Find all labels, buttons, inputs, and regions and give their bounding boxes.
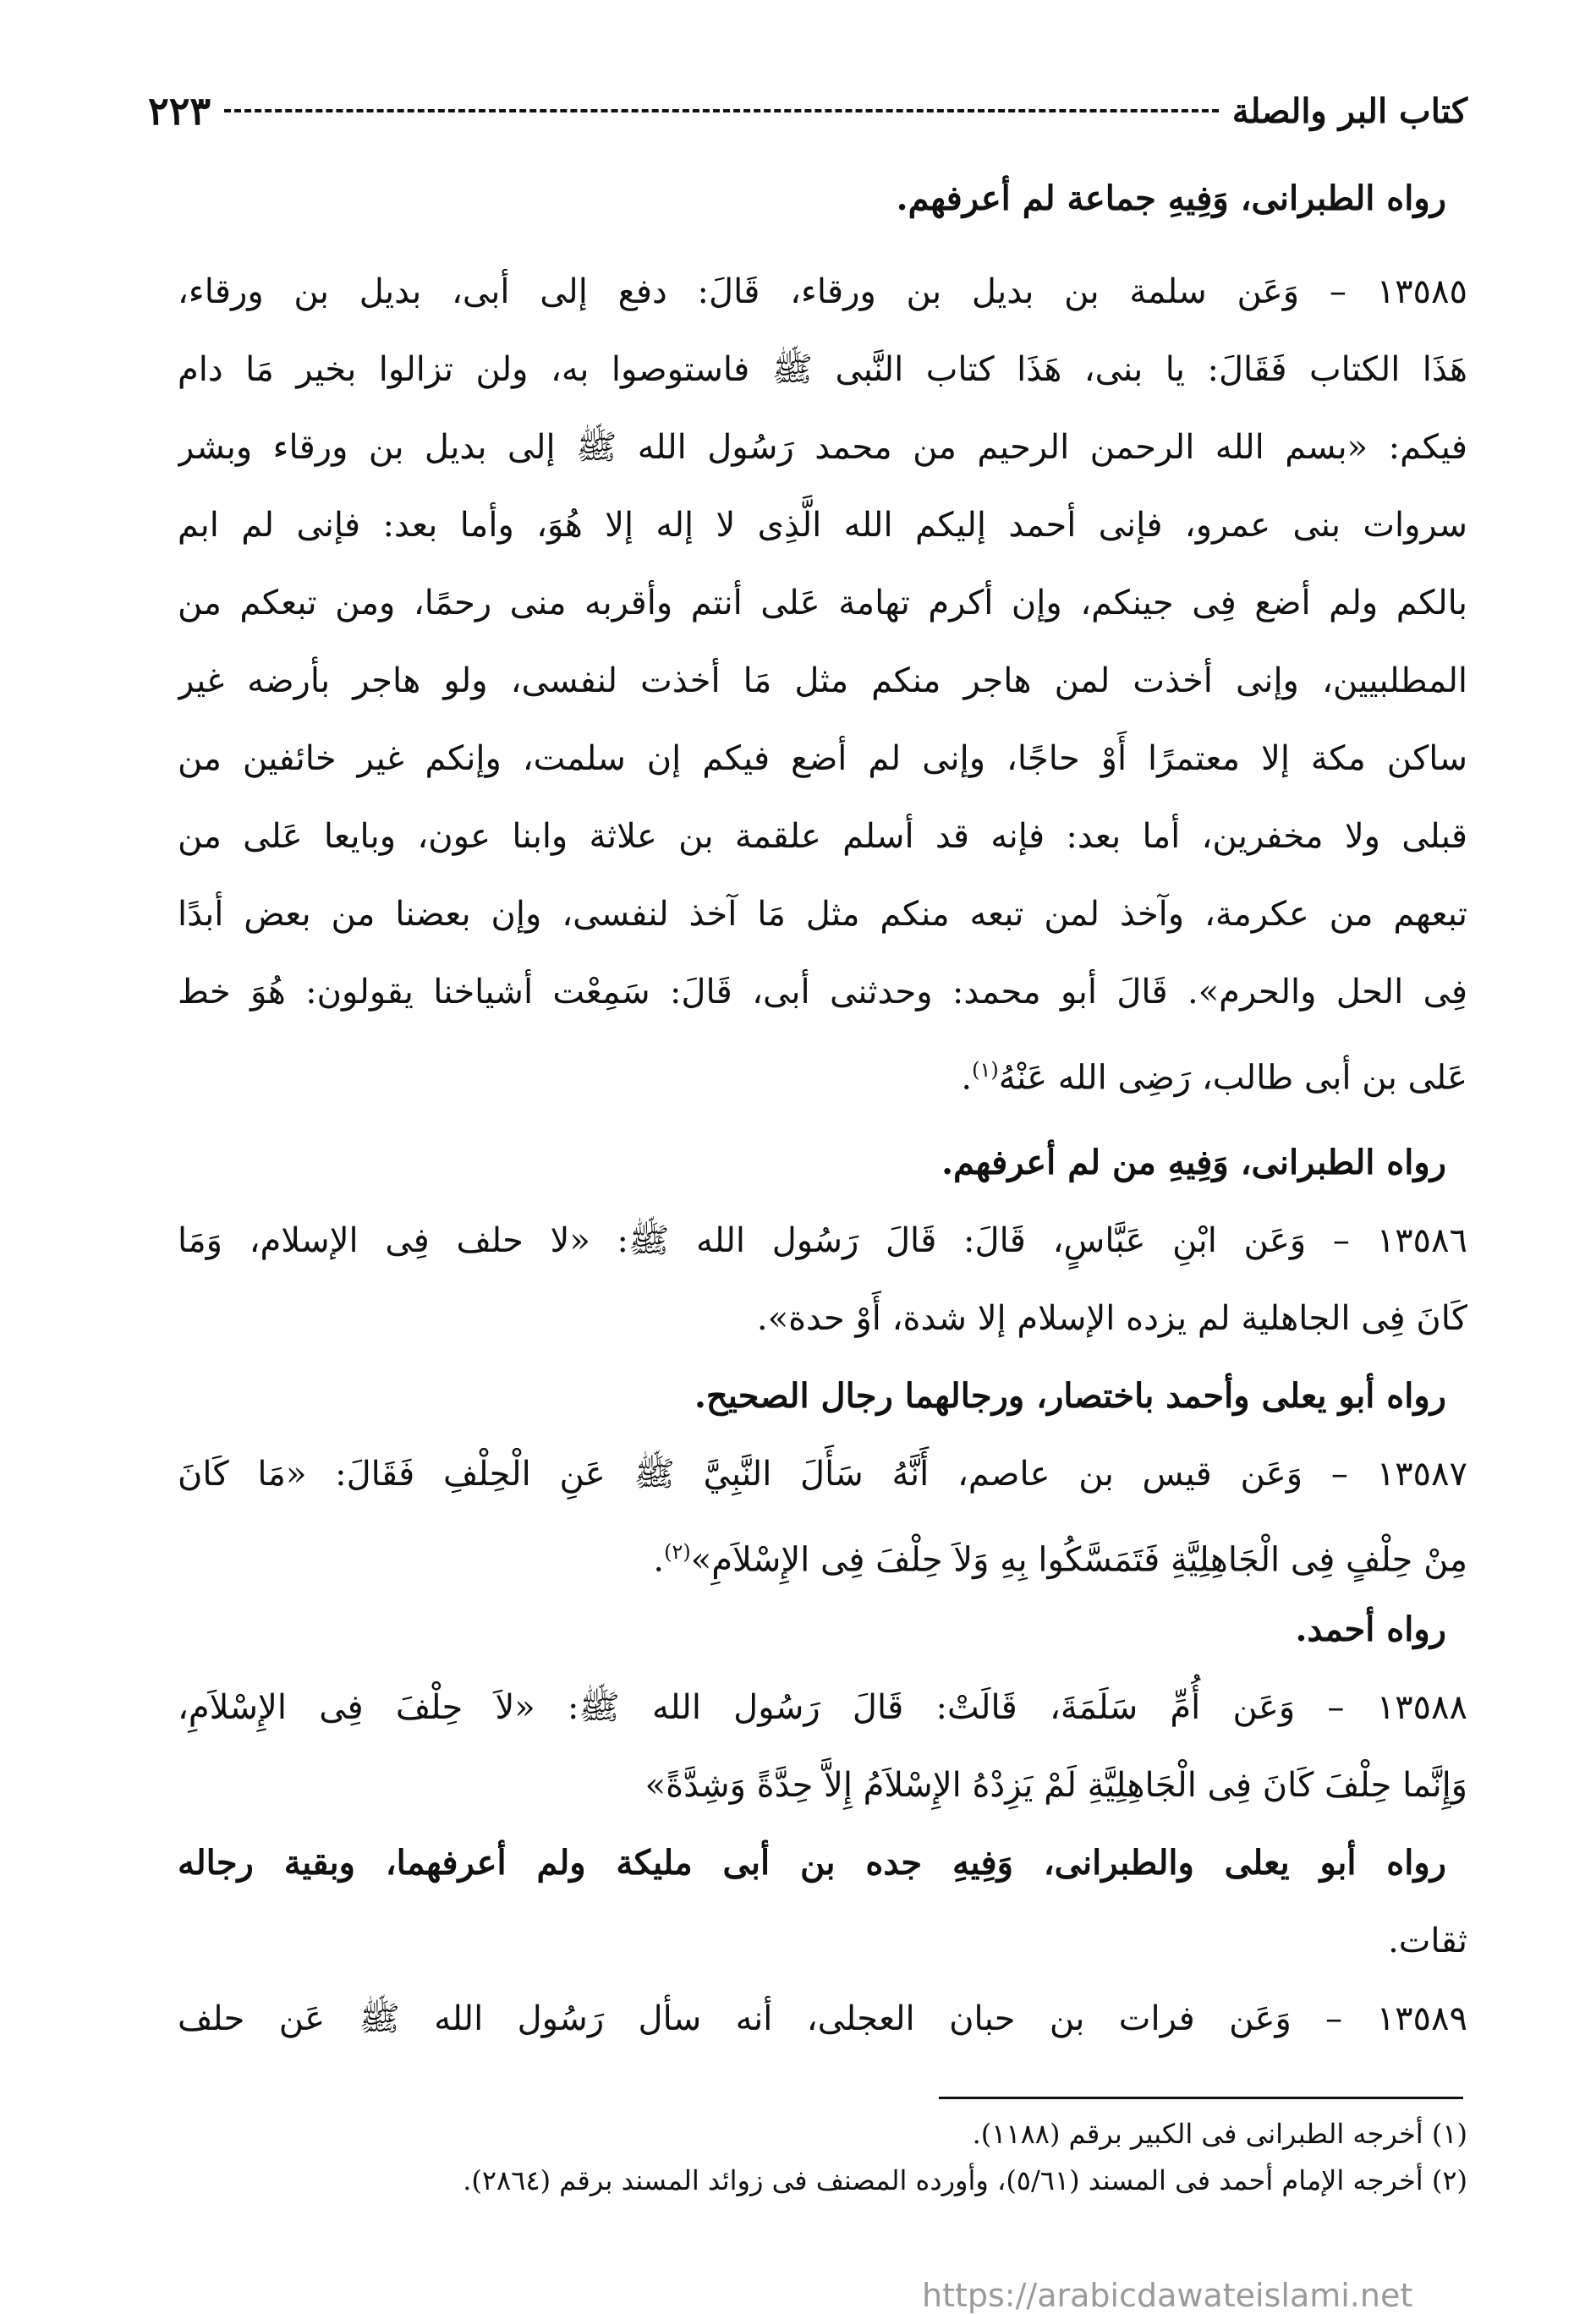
hadith-13585-line: ١٣٥٨٥ – وَعَن سلمة بن بديل بن ورقاء، قَالَ: دفع إلى أبى، بديل بن ورقاء،	[178, 272, 1467, 311]
source-note: رواه أحمد.	[1295, 1609, 1446, 1649]
text-line: المطلبيين، وإنى أخذت لمن هاجر منكم مثل مَا أخذت لنفسى، ولو هاجر بأرضه غير	[178, 661, 1467, 700]
text-line-end: مِنْ حِلْفٍ فِى الْجَاهِلِيَّةِ فَتَمَسَّكُوا بِهِ وَلاَ حِلْفَ فِى الإِسْلاَمِ»	[690, 1540, 1467, 1580]
text-line: تبعهم من عكرمة، وآخذ لمن تبعه منكم مثل مَا آخذ لنفسى، وإن بعضنا من بعض أبدًا	[178, 895, 1467, 934]
footnotes	[178, 2112, 1467, 2205]
book-title: كتاب البر والصلة	[1231, 90, 1467, 131]
text-line: ثقات.	[1388, 1922, 1467, 1960]
text-line: هَذَا الكتاب فَقَالَ: يا بنى، هَذَا كتاب النَّبى ﷺ فاستوصوا به، ولن تزالوا بخير مَا دام	[178, 350, 1467, 389]
hadith-13589-line: ١٣٥٨٩ – وَعَن فرات بن حبان العجلى، أنه سأل رَسُول الله ﷺ عَن حلف	[178, 1999, 1467, 2038]
text-line: مِنْ حِلْفٍ فِى الْجَاهِلِيَّةِ فَتَمَسَّكُوا بِهِ وَلاَ حِلْفَ فِى الإِسْلاَمِ»$^{(٢)}$.	[653, 1540, 1467, 1580]
hadith-13586-line: ١٣٥٨٦ – وَعَن ابْنِ عَبَّاسٍ، قَالَ: قَالَ رَسُول الله ﷺ: «لا حلف فِى الإسلام، وَمَا	[178, 1221, 1467, 1260]
main-text	[178, 165, 1467, 2063]
footnote-ref-1: (١)	[972, 1058, 999, 1082]
hadith-13587-line: ١٣٥٨٧ – وَعَن قيس بن عاصم، أَنَّهُ سَأَلَ النَّبِيَّ ﷺ عَنِ الْحِلْفِ فَقَالَ: «مَا كَانَ	[178, 1455, 1467, 1494]
text-line: وَإِنَّما حِلْفَ كَانَ فِى الْجَاهِلِيَّةِ لَمْ يَزِدْهُ الإِسْلاَمُ إِلاَّ حِدَّةً وَشِدَّةً»	[644, 1766, 1467, 1805]
running-header	[148, 81, 1467, 140]
text-line: سروات بنى عمرو، فإنى أحمد إليكم الله الَّذِى لا إله إلا هُوَ، وأما بعد: فإنى لم ابم	[178, 506, 1467, 545]
text-line: بالكم ولم أضع فِى جينكم، وإن أكرم تهامة عَلى أنتم وأقربه منى رحمًا، ومن تبعكم من	[178, 584, 1467, 622]
header-dashed-rule	[224, 109, 1219, 112]
footnote-separator	[939, 2097, 1463, 2099]
hadith-13588-line: ١٣٥٨٨ – وَعَن أُمِّ سَلَمَةَ، قَالَتْ: قَالَ رَسُول الله ﷺ: «لاَ حِلْفَ فِى الإِسْلاَمِ،	[178, 1688, 1467, 1727]
text-line: ساكن مكة إلا معتمرًا أَوْ حاجًا، وإنى لم أضع فيكم إن سلمت، وإنكم غير خائفين من	[178, 739, 1467, 778]
text-line-end: عَلى بن أبى طالب، رَضِى الله عَنْهُ	[998, 1058, 1467, 1098]
text-line: فِى الحل والحرم». قَالَ أبو محمد: وحدثنى أبى، قَالَ: سَمِعْت أشياخنا يقولون: هُوَ خط	[178, 973, 1467, 1012]
footnote-1: (١) أخرجه الطبرانى فى الكبير برقم (١١٨٨).	[972, 2118, 1467, 2150]
footnote-ref-2: (٢)	[664, 1540, 691, 1564]
source-note: رواه الطبرانى، وَفِيهِ جماعة لم أعرفهم.	[896, 178, 1446, 218]
source-note: رواه أبو يعلى وأحمد باختصار، ورجالهما رجال الصحيح.	[694, 1376, 1446, 1416]
text-line: فيكم: «بسم الله الرحمن الرحيم من محمد رَسُول الله ﷺ إلى بديل بن ورقاء وبشر	[178, 428, 1467, 467]
text-line: كَانَ فِى الجاهلية لم يزده الإسلام إلا شدة، أَوْ حدة».	[756, 1299, 1467, 1338]
watermark-url: https://arabicdawateislami.net	[922, 2277, 1413, 2314]
text-line: قبلى ولا مخفرين، أما بعد: فإنه قد أسلم علقمة بن علاثة وابنا عون، وبايعا عَلى من	[178, 817, 1467, 856]
page-number: ٢٢٣	[148, 88, 211, 134]
text-line: عَلى بن أبى طالب، رَضِى الله عَنْهُ$^{(١)}$.	[961, 1058, 1467, 1098]
footnote-2: (٢) أخرجه الإمام أحمد فى المسند (٥/٦١)، وأورده المصنف فى زوائد المسند برقم (٢٨٦٤).	[463, 2164, 1467, 2196]
source-note: رواه أبو يعلى والطبرانى، وَفِيهِ جده بن أبى مليكة ولم أعرفهما، وبقية رجاله	[178, 1843, 1446, 1883]
source-note: رواه الطبرانى، وَفِيهِ من لم أعرفهم.	[941, 1143, 1446, 1182]
